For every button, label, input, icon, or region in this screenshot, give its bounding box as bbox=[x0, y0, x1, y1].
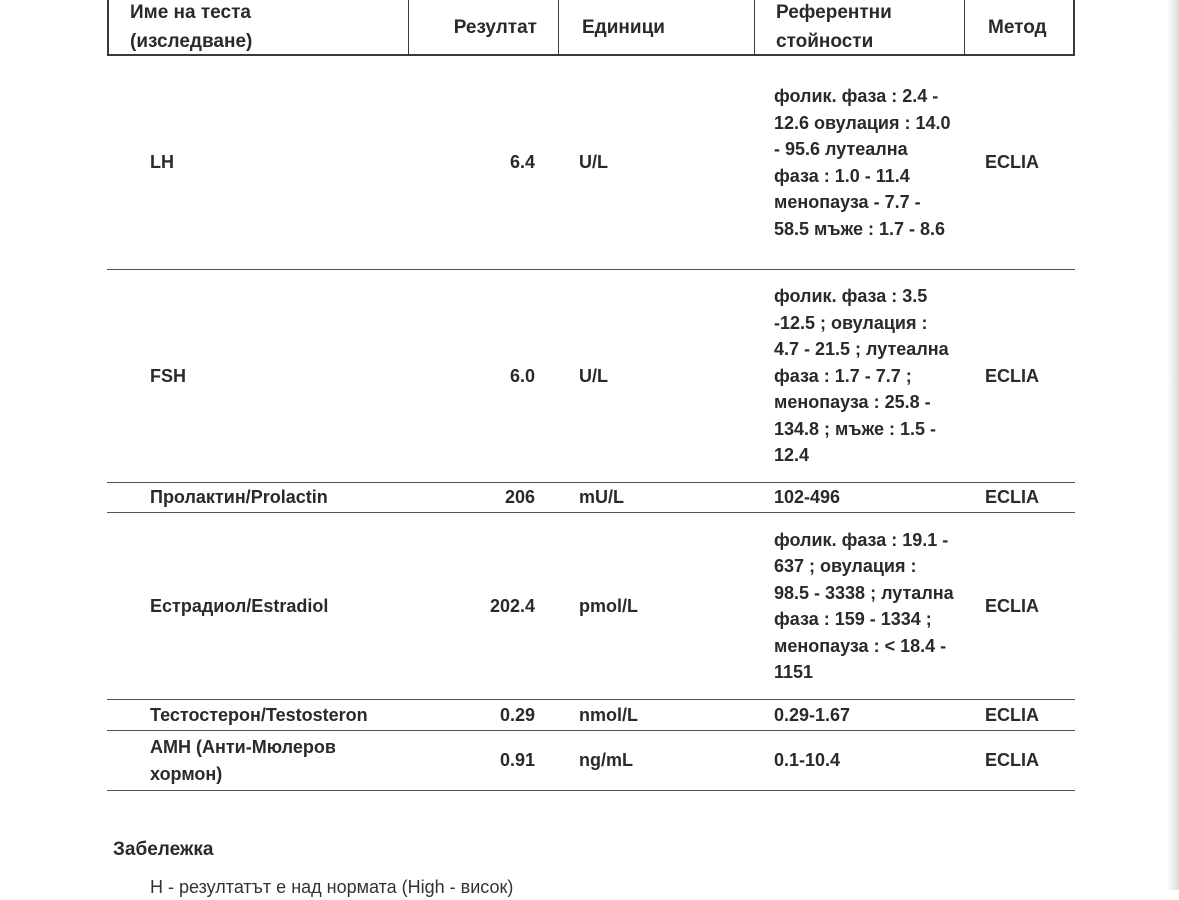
test-result: 0.91 bbox=[499, 750, 535, 771]
table-row bbox=[107, 731, 1075, 791]
test-reference: фолик. фаза : 19.1 - 637 ; овулация : 98.5 - 3338 ; лутална фаза : 159 - 1334 ; менопауза : < 18.4 - 1151 bbox=[774, 529, 954, 682]
test-units: U/L bbox=[579, 365, 608, 386]
test-name: Пролактин/Prolactin bbox=[150, 487, 328, 508]
header-units: Единици bbox=[558, 0, 754, 54]
test-result: 206 bbox=[504, 487, 535, 508]
table-header-row bbox=[107, 0, 1075, 56]
test-units: nmol/L bbox=[579, 704, 638, 725]
test-units: mU/L bbox=[579, 487, 624, 508]
test-method: ECLIA bbox=[985, 750, 1039, 771]
test-method: ECLIA bbox=[985, 595, 1039, 616]
table-row bbox=[107, 270, 1075, 483]
test-method: ECLIA bbox=[985, 365, 1039, 386]
header-reference: Референтни стойности bbox=[754, 0, 964, 54]
test-result: 6.0 bbox=[509, 365, 535, 386]
test-reference: 102-496 bbox=[774, 487, 841, 508]
note-line: H - резултатът е над нормата (High - висок) bbox=[150, 877, 514, 897]
test-name: АМН (Анти-Мюлеров хормон) bbox=[150, 737, 336, 784]
table-row bbox=[107, 56, 1075, 270]
header-result: Резултат bbox=[408, 0, 558, 54]
test-result: 6.4 bbox=[509, 152, 535, 173]
test-name: Естрадиол/Estradiol bbox=[150, 595, 329, 616]
header-method: Метод bbox=[964, 0, 1075, 54]
table-row bbox=[107, 700, 1075, 731]
test-units: ng/mL bbox=[579, 750, 633, 771]
test-result: 0.29 bbox=[499, 704, 535, 725]
test-reference: 0.1-10.4 bbox=[774, 750, 841, 771]
test-name: LH bbox=[150, 152, 174, 173]
table-row bbox=[107, 483, 1075, 513]
test-method: ECLIA bbox=[985, 487, 1039, 508]
test-name: FSH bbox=[150, 365, 186, 386]
test-method: ECLIA bbox=[985, 704, 1039, 725]
test-method: ECLIA bbox=[985, 152, 1039, 173]
test-reference: фолик. фаза : 2.4 - 12.6 овулация : 14.0 - 95.6 лутеална фаза : 1.0 - 11.4 менопауза - 7.7 - 58.5 мъже : 1.7 - 8.6 bbox=[774, 86, 951, 239]
test-units: pmol/L bbox=[579, 595, 638, 616]
page-edge-shadow bbox=[1167, 0, 1179, 890]
test-reference: фолик. фаза : 3.5 -12.5 ; овулация : 4.7 - 21.5 ; лутеална фаза : 1.7 - 7.7 ; менопауза : 25.8 - 134.8 ; мъже : 1.5 - 12.4 bbox=[774, 286, 949, 466]
test-reference: 0.29-1.67 bbox=[774, 704, 851, 725]
test-result: 202.4 bbox=[489, 595, 535, 616]
test-name: Тестостерон/Testosteron bbox=[150, 704, 368, 725]
note-title: Забележка bbox=[113, 839, 214, 860]
header-test-name: Име на теста (изследване) bbox=[130, 2, 253, 52]
test-units: U/L bbox=[579, 152, 608, 173]
table-row bbox=[107, 513, 1075, 700]
